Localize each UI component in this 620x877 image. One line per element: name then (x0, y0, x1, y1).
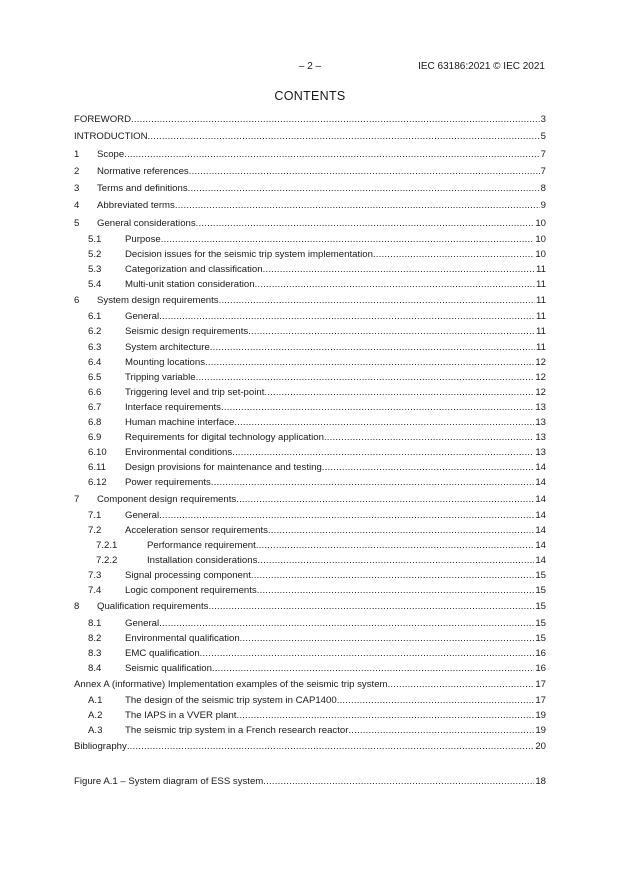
dot-leader (257, 553, 534, 568)
toc-entry-number: 1 (74, 148, 80, 160)
toc-entry-page-number: 10 (535, 233, 546, 245)
dot-leader (348, 723, 534, 738)
dot-leader (219, 292, 535, 309)
toc-entry-title: Component design requirements (97, 493, 237, 505)
toc-entry-title: System architecture (125, 341, 210, 353)
toc-entry-page-number: 8 (540, 183, 546, 194)
toc-entry-title: Multi-unit station consideration (125, 279, 255, 291)
toc-entry-number: 2 (74, 165, 80, 177)
toc-entry[interactable] (74, 475, 546, 490)
toc-entry-number: 6.7 (88, 401, 102, 413)
toc-entry-title: Power requirements (125, 477, 211, 489)
dot-leader (127, 738, 535, 755)
dot-leader (159, 508, 534, 523)
toc-entry[interactable] (74, 523, 546, 538)
toc-entry-title: Performance requirement (147, 539, 256, 551)
toc-entry-page-number: 7 (540, 165, 546, 177)
toc-entry-number: 5.4 (88, 279, 102, 291)
toc-entry-number: 8.2 (88, 632, 102, 644)
toc-entry[interactable] (74, 309, 546, 324)
toc-entry[interactable] (74, 128, 546, 145)
dot-leader (196, 215, 535, 232)
toc-entry-title: Scope (97, 148, 125, 160)
dot-leader (234, 415, 534, 430)
toc-entry-title: Purpose (125, 233, 161, 245)
toc-entry-title: Acceleration sensor requirements (125, 524, 268, 536)
toc-entry[interactable] (74, 355, 546, 370)
toc-entry-page-number: 10 (535, 248, 546, 260)
toc-entry-number: A.2 (88, 710, 103, 722)
toc-entry-page-number: 19 (535, 725, 546, 737)
toc-entry-number: 3 (74, 183, 80, 194)
toc-entry-title: Mounting locations (125, 356, 205, 368)
toc-entry-title: The IAPS in a VVER plant (125, 710, 237, 722)
toc-entry[interactable] (74, 324, 546, 339)
list-of-figures-entry[interactable] (74, 774, 546, 789)
toc-entry-number: A.1 (88, 695, 103, 707)
toc-entry-number: 8.4 (88, 662, 102, 674)
figure-page-number: 18 (535, 776, 546, 787)
toc-entry[interactable] (74, 693, 546, 708)
toc-entry-page-number: 10 (535, 217, 546, 229)
dot-leader (324, 430, 534, 445)
toc-entry-number: 6.8 (88, 417, 102, 429)
dot-leader (175, 197, 540, 214)
toc-entry-page-number: 15 (535, 601, 546, 613)
dot-leader (388, 676, 535, 693)
dot-leader (264, 385, 534, 400)
dot-leader (337, 693, 535, 708)
toc-entry-number: 7.2.2 (96, 555, 118, 567)
toc-entry-page-number: 14 (535, 462, 546, 474)
toc-entry-number: 7.4 (88, 585, 102, 597)
toc-entry-title: Abbreviated terms (97, 200, 175, 212)
toc-entry-number: 6.6 (88, 386, 102, 398)
toc-entry-number: 7.2 (88, 524, 102, 536)
toc-entry-page-number: 14 (535, 509, 546, 521)
toc-entry[interactable] (74, 197, 546, 214)
toc-entry-title: Seismic design requirements (125, 326, 249, 338)
toc-entry[interactable] (74, 723, 546, 738)
toc-entry-page-number: 12 (535, 386, 546, 398)
toc-entry-number: 8.3 (88, 647, 102, 659)
dot-leader (248, 324, 535, 339)
toc-entry[interactable] (74, 616, 546, 631)
dot-leader (159, 309, 535, 324)
toc-entry[interactable] (74, 277, 546, 292)
toc-entry-page-number: 17 (535, 695, 546, 707)
toc-entry-number: 6.3 (88, 341, 102, 353)
toc-entry-number: 7.2.1 (96, 539, 118, 551)
page-number: – 2 – (298, 61, 322, 72)
toc-entry-title: FOREWORD (74, 114, 132, 125)
toc-entry-title: The seismic trip system in a French research reactor (125, 725, 349, 737)
toc-entry-title: Requirements for digital technology application (125, 432, 324, 444)
toc-entry-title: Decision issues for the seismic trip system implementation (125, 248, 373, 260)
toc-entry-page-number: 13 (535, 417, 546, 429)
dot-leader (322, 460, 535, 475)
toc-entry-page-number: 11 (536, 279, 546, 291)
dot-leader (196, 370, 535, 385)
toc-entry-number: 5.1 (88, 233, 102, 245)
toc-entry[interactable] (74, 146, 546, 163)
toc-entry[interactable] (74, 400, 546, 415)
toc-entry[interactable] (74, 262, 546, 277)
toc-entry-page-number: 14 (535, 539, 546, 551)
dot-leader (263, 774, 534, 789)
dot-leader (211, 475, 534, 490)
toc-entry[interactable] (74, 538, 546, 553)
toc-entry-page-number: 12 (535, 371, 546, 383)
toc-entry-title: Annex A (informative) Implementation examples of the seismic trip system (74, 678, 388, 690)
toc-entry[interactable] (74, 215, 546, 232)
toc-entry[interactable] (74, 340, 546, 355)
toc-entry-title: General (125, 509, 160, 521)
toc-entry[interactable] (74, 247, 546, 262)
toc-entry-number: 6 (74, 295, 80, 307)
toc-entry-number: 6.10 (88, 447, 107, 459)
dot-leader (189, 163, 540, 180)
dot-leader (263, 262, 535, 277)
toc-entry-page-number: 11 (536, 295, 546, 307)
toc-entry-title: Tripping variable (125, 371, 196, 383)
toc-entry-title: Terms and definitions (97, 183, 188, 194)
toc-entry-page-number: 12 (535, 356, 546, 368)
toc-entry-page-number: 11 (536, 311, 546, 323)
toc-entry[interactable] (74, 163, 546, 180)
toc-entry[interactable] (74, 661, 546, 676)
toc-entry[interactable] (74, 553, 546, 568)
toc-entry-page-number: 14 (535, 477, 546, 489)
dot-leader (373, 247, 534, 262)
toc-entry-page-number: 9 (540, 200, 546, 212)
toc-entry-title: EMC qualification (125, 647, 200, 659)
toc-entry-title: Categorization and classification (125, 263, 263, 275)
toc-entry[interactable] (74, 491, 546, 508)
toc-entry-number: 7 (74, 493, 80, 505)
toc-entry-page-number: 14 (535, 555, 546, 567)
toc-entry-title: System design requirements (97, 295, 219, 307)
toc-entry-title: The design of the seismic trip system in CAP1400 (125, 695, 337, 707)
toc-entry-number: A.3 (88, 725, 103, 737)
toc-entry-number: 6.11 (88, 462, 106, 474)
dot-leader (236, 491, 534, 508)
toc-entry-page-number: 15 (535, 570, 546, 582)
toc-entry-title: Environmental qualification (125, 632, 240, 644)
toc-entry[interactable] (74, 430, 546, 445)
toc-entry-title: INTRODUCTION (74, 131, 148, 143)
toc-entry-page-number: 5 (540, 131, 546, 143)
toc-entry-number: 8.1 (88, 617, 102, 629)
toc-entry-page-number: 3 (540, 114, 546, 125)
dot-leader (255, 277, 535, 292)
table-of-contents (74, 111, 546, 756)
toc-entry-page-number: 15 (535, 617, 546, 629)
toc-entry-number: 6.2 (88, 326, 102, 338)
dot-leader (124, 146, 539, 163)
toc-entry-page-number: 7 (540, 148, 546, 160)
toc-entry-number: 5 (74, 217, 80, 229)
dot-leader (208, 598, 534, 615)
toc-entry[interactable] (74, 415, 546, 430)
dot-leader (268, 523, 534, 538)
toc-entry-page-number: 13 (535, 401, 546, 413)
dot-leader (161, 232, 535, 247)
toc-entry[interactable] (74, 385, 546, 400)
toc-entry-number: 6.4 (88, 356, 102, 368)
toc-entry-title: Seismic qualification (125, 662, 212, 674)
dot-leader (257, 583, 535, 598)
dot-leader (240, 631, 535, 646)
toc-entry-number: 5.3 (88, 263, 102, 275)
toc-entry-number: 5.2 (88, 248, 102, 260)
toc-entry-title: Interface requirements (125, 401, 221, 413)
toc-entry[interactable] (74, 646, 546, 661)
toc-entry-title: Human machine interface (125, 417, 235, 429)
toc-entry[interactable] (74, 676, 546, 693)
toc-entry[interactable] (74, 708, 546, 723)
toc-entry-number: 6.5 (88, 371, 102, 383)
toc-entry[interactable] (74, 738, 546, 755)
page-title: CONTENTS (274, 89, 346, 103)
toc-entry-page-number: 13 (535, 432, 546, 444)
dot-leader (212, 661, 534, 676)
toc-entry[interactable] (74, 583, 546, 598)
dot-leader (159, 616, 534, 631)
toc-entry-page-number: 14 (535, 524, 546, 536)
toc-entry-page-number: 11 (536, 326, 546, 338)
toc-entry[interactable] (74, 180, 546, 197)
toc-entry-title: General (125, 311, 160, 323)
toc-entry-page-number: 16 (535, 647, 546, 659)
dot-leader (232, 445, 534, 460)
toc-entry[interactable] (74, 111, 546, 128)
toc-entry-title: Installation considerations (147, 555, 258, 567)
toc-entry-page-number: 11 (536, 341, 546, 353)
dot-leader (148, 128, 540, 145)
dot-leader (210, 340, 535, 355)
dot-leader (131, 111, 540, 128)
toc-entry-page-number: 11 (536, 263, 546, 275)
toc-entry-title: Signal processing component (125, 570, 251, 582)
toc-entry-number: 6.12 (88, 477, 107, 489)
toc-entry[interactable] (74, 370, 546, 385)
figure-title: Figure A.1 – System diagram of ESS system (74, 776, 264, 787)
toc-entry[interactable] (74, 568, 546, 583)
dot-leader (256, 538, 535, 553)
toc-entry-page-number: 14 (535, 493, 546, 505)
toc-entry-title: Logic component requirements (125, 585, 257, 597)
toc-entry-number: 8 (74, 601, 80, 613)
dot-leader (221, 400, 534, 415)
toc-entry-title: Qualification requirements (97, 601, 209, 613)
toc-entry-page-number: 17 (535, 678, 546, 690)
toc-entry-title: General considerations (97, 217, 196, 229)
toc-entry-page-number: 19 (535, 710, 546, 722)
standard-reference: IEC 63186:2021 © IEC 2021 (418, 61, 545, 72)
toc-entry[interactable] (74, 508, 546, 523)
toc-entry-page-number: 20 (535, 741, 546, 753)
dot-leader (236, 708, 534, 723)
dot-leader (200, 646, 535, 661)
toc-entry-title: General (125, 617, 160, 629)
toc-entry-page-number: 15 (535, 585, 546, 597)
toc-entry[interactable] (74, 598, 546, 615)
toc-entry[interactable] (74, 631, 546, 646)
toc-entry[interactable] (74, 445, 546, 460)
toc-entry-title: Design provisions for maintenance and testing (125, 462, 322, 474)
toc-entry-title: Bibliography (74, 741, 127, 753)
toc-entry-number: 6.1 (88, 311, 102, 323)
dot-leader (188, 180, 540, 197)
dot-leader (251, 568, 534, 583)
toc-entry-number: 6.9 (88, 432, 102, 444)
toc-entry[interactable] (74, 292, 546, 309)
toc-entry-number: 4 (74, 200, 80, 212)
toc-entry-page-number: 16 (535, 662, 546, 674)
toc-entry[interactable] (74, 460, 546, 475)
toc-entry-page-number: 13 (535, 447, 546, 459)
dot-leader (205, 355, 534, 370)
toc-entry-title: Environmental conditions (125, 447, 233, 459)
toc-entry-title: Triggering level and trip set-point (125, 386, 265, 398)
toc-entry-number: 7.1 (88, 509, 102, 521)
toc-entry-page-number: 15 (535, 632, 546, 644)
toc-entry-number: 7.3 (88, 570, 102, 582)
toc-entry[interactable] (74, 232, 546, 247)
toc-entry-title: Normative references (97, 165, 189, 177)
